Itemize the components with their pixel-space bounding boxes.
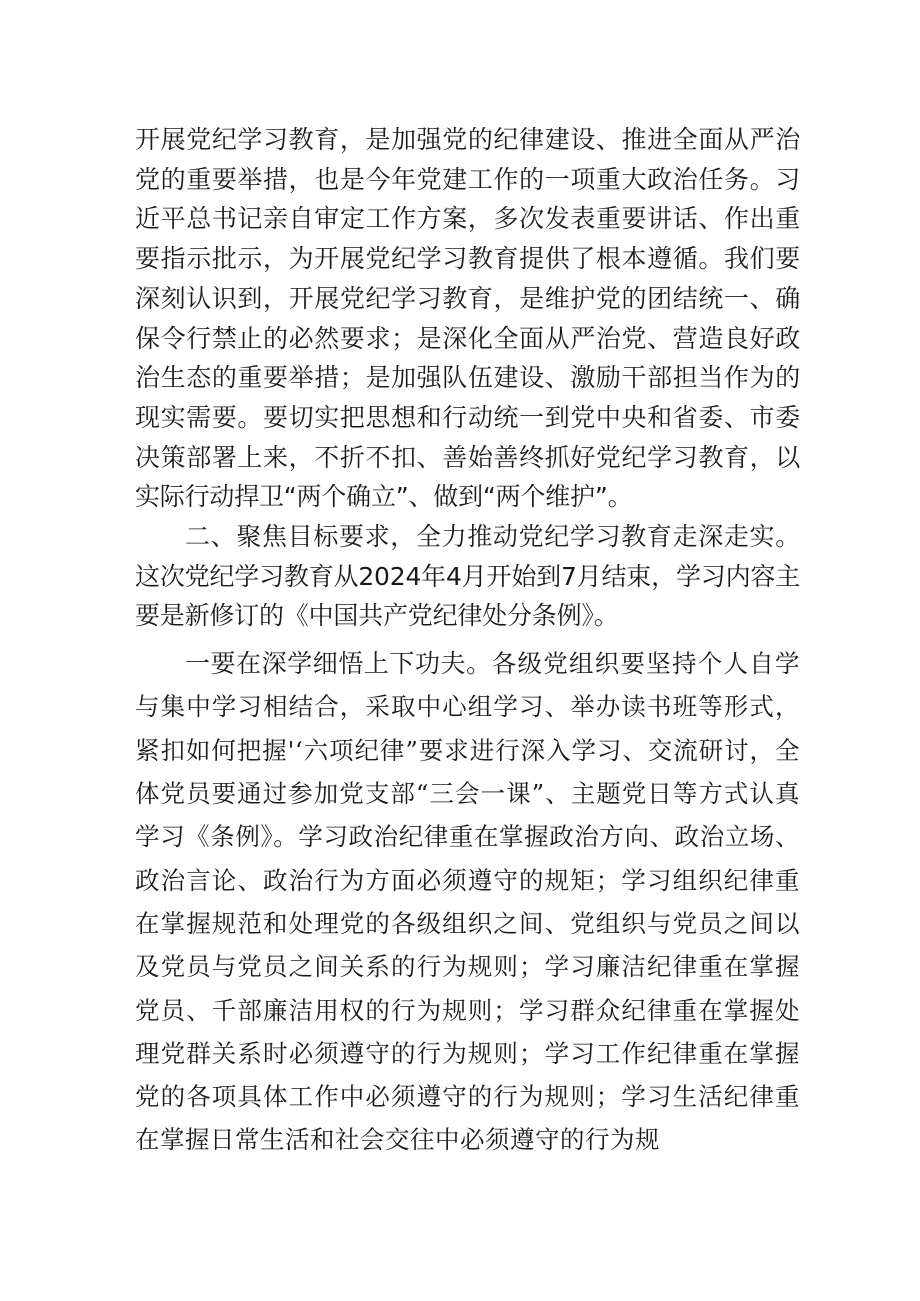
paragraph-party-discipline-intro: 开展党纪学习教育，是加强党的纪律建设、推进全面从严治党的重要举措，也是今年党建工作的一项重大政治任务。习近平总书记亲自审定工作方案，多次发表重要讲话、作出重要指示批示，为开展党纪学习教育提供了根本遵循。我们要深刻认识到，开展党纪学习教育，是维护党的团结统一、确保令行禁止的必然要求；是深化全面从严治党、营造良好政治生态的重要举措；是加强队伍建设、激励干部担当作为的现实需要。要切实把思想和行动统一到党中央和省委、市委决策部署上来，不折不扣、善始善终抓好党纪学习教育，以实际行动捍卫“两个确立”、做到“两个维护”。 bbox=[135, 125, 800, 512]
paragraph-body-text: 各级党组织要坚持个人自学与集中学习相结合，采取中心组学习、举办读书班等形式，紧扣如何把握'‘六项纪律”要求进行深入学习、交流研讨，全体党员要通过参加党支部“三会一课”、主题党日等方式认真学习《条例》。学习政治纪律重在掌握政治方向、政治立场、政治言论、政治行为方面必须遵守的规矩；学习组织纪律重在掌握规范和处理党的各级组织之间、党组织与党员之间以及党员与党员之间关系的行为规则；学习廉洁纪律重在掌握党员、千部廉洁用权的行为规则；学习群众纪律重在掌握处理党群关系时必须遵守的行为规则；学习工作纪律重在掌握党的各项具体工作中必须遵守的行为规则；学习生活纪律重在掌握日常生活和社会交往中必须遵守的行为规 bbox=[135, 649, 801, 1155]
document-body bbox=[135, 120, 800, 1162]
paragraph-lead-phrase: 一要在深学细悟上下功夫。 bbox=[185, 649, 492, 679]
paragraph-section-two: 二、聚焦目标要求，全力推动党纪学习教育走深走实。这次党纪学习教育从2024年4月开始到7月结束，学习内容主要是新修订的《中国共产党纪律处分条例》。 bbox=[135, 522, 800, 631]
paragraph-deep-study bbox=[135, 642, 800, 1162]
